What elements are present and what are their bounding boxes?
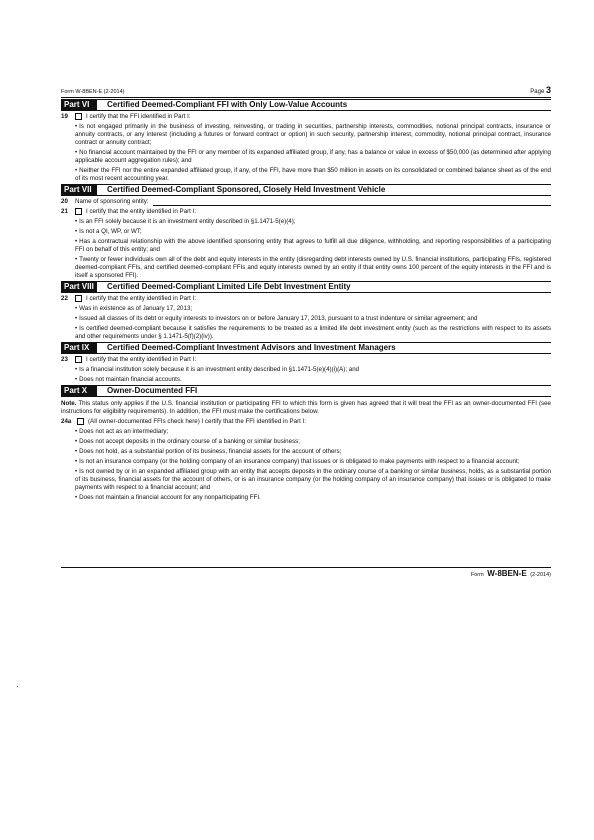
part-x-tag: Part X — [61, 386, 97, 396]
part-vii-header — [61, 184, 551, 196]
bullet-item: • Does not maintain financial accounts. — [75, 376, 182, 383]
bullet-item: • Does not hold, as a substantial portion of its business, financial assets for the account of others; — [75, 448, 342, 455]
line-text: (All owner-documented FFIs check here) I certify that the FFI identified in Part I: — [88, 418, 307, 425]
line-text: I certify that the entity identified in Part I: — [86, 295, 197, 302]
line-21 — [61, 208, 551, 216]
part-x-header — [61, 385, 551, 397]
part-x-title: Owner-Documented FFI — [107, 386, 198, 395]
note-label: Note. — [61, 400, 77, 407]
line-number: 19 — [61, 113, 68, 120]
bullet-item: • Is not an insurance company (or the holding company of an insurance company) that issues or is obligated to make payments with respect to a financial account; — [75, 458, 520, 465]
line-number: 24a — [61, 418, 72, 425]
page-label: Page — [530, 89, 545, 95]
line-23-checkbox[interactable] — [75, 356, 82, 363]
line-23 — [61, 356, 551, 364]
line-number: 22 — [61, 295, 68, 302]
bullet-item: • Is not owned by or in an expanded affiliated group with an entity that accepts deposits in the ordinary course of a banking or similar business, holds, as a substantial portion of its business, financial assets for the account of others, or is an insurance company (or the holding company of an insurance company) that issues or is obligated to make payments with respect to a financial account; and — [75, 468, 551, 491]
bullet-item: • Was in existence as of January 17, 2013; — [75, 305, 193, 312]
bullet-item: • Does not accept deposits in the ordinary course of a banking or similar business; — [75, 438, 300, 445]
part-vii-title: Certified Deemed-Compliant Sponsored, Closely Held Investment Vehicle — [107, 185, 386, 194]
line-text: I certify that the FFI identified in Part I: — [86, 113, 191, 120]
form-id: Form W-8BEN-E (2-2014) — [61, 89, 125, 95]
note-text: This status only applies if the U.S. financial institution or participating FFI to which this form is given has agreed that it will treat the FFI as an owner-documented FFI (see instructions for eligibility requirements). In addition, the FFI must make the certifications below. — [61, 400, 551, 415]
part-viii-title: Certified Deemed-Compliant Limited Life Debt Investment Entity — [107, 282, 351, 291]
sponsoring-entity-field[interactable] — [153, 198, 551, 206]
part-vi-tag: Part VI — [61, 100, 97, 110]
part-vi-header — [61, 99, 551, 111]
line-22 — [61, 295, 551, 303]
page-number: 3 — [545, 85, 551, 95]
form-content — [61, 86, 551, 502]
line-number: 23 — [61, 356, 68, 363]
bullet-item: • Is a financial institution solely because it is an investment entity described in §1.1471-5(e)(4)(i)(A); and — [75, 366, 360, 373]
part-ix-tag: Part IX — [61, 343, 97, 353]
footer-revision: (2-2014) — [530, 572, 551, 578]
footer-form-name: W-8BEN-E — [487, 569, 527, 578]
page-footer — [61, 567, 551, 578]
bullet-item: • Has a contractual relationship with the above identified sponsoring entity that agrees to fulfill all due diligence, withholding, and reporting responsibilities of a participating FFI on behalf of this entity; and — [75, 238, 551, 253]
bullet-item: • Does not act as an intermediary; — [75, 428, 169, 435]
line-21-checkbox[interactable] — [75, 208, 82, 215]
part-x-note — [61, 400, 551, 416]
line-20 — [61, 198, 551, 206]
part-viii-tag: Part VIII — [61, 282, 97, 292]
line-text: I certify that the entity identified in Part I: — [86, 208, 197, 215]
line-text: I certify that the entity identified in Part I: — [86, 356, 197, 363]
bullet-item: • Does not maintain a financial account for any nonparticipating FFI. — [75, 494, 261, 501]
bullet-item: • Is certified deemed-compliant because it satisfies the requirements to be treated as a limited life debt investment entity (such as the restrictions with respect to its assets and other requirements under § 1.1471-5(f)(2)(iv)). — [75, 325, 551, 340]
line-19 — [61, 113, 551, 121]
page-number-label — [530, 86, 551, 96]
line-22-checkbox[interactable] — [75, 295, 82, 302]
footer-form-label: Form — [470, 572, 484, 578]
part-ix-header — [61, 342, 551, 354]
bullet-item: • Neither the FFI nor the entire expanded affiliated group, if any, of the FFI, have more than $50 million in assets on its consolidated or combined balance sheet as of the end of its most recent accounting year. — [75, 167, 551, 182]
bullet-item: • Is not engaged primarily in the business of investing, reinvesting, or trading in securities, partnership interests, commodities, notional principal contracts, insurance or annuity contracts, or any interest (including a futures or forward contract or option) in such security, partnership interest, commodity, notional principal contract, insurance contract or annuity contract; — [75, 123, 551, 146]
part-ix-title: Certified Deemed-Compliant Investment Advisors and Investment Managers — [107, 343, 396, 352]
line-24a — [61, 418, 551, 426]
page-header — [61, 86, 551, 98]
part-viii-header — [61, 281, 551, 293]
bullet-item: • Is not a QI, WP, or WT; — [75, 228, 142, 235]
line-24a-checkbox[interactable] — [77, 418, 84, 425]
bullet-item: • Twenty or fewer individuals own all of the debt and equity interests in the entity (disregarding debt interests owned by U.S. financial institutions, participating FFIs, registered deemed-compliant FFIs, and certified deemed-compliant FFIs and equity interests owned by an entity if that entity owns 100 percent of the equity interests in the FFI and is itself a sponsored FFI). — [75, 256, 551, 279]
part-vi-title: Certified Deemed-Compliant FFI with Only Low-Value Accounts — [107, 100, 348, 109]
bullet-item: • No financial account maintained by the FFI or any member of its expanded affiliated group, if any, has a balance or value in excess of $50,000 (as determined after applying applicable account aggregation rules); and — [75, 149, 551, 164]
scan-speck — [17, 686, 18, 687]
bullet-item: • Issued all classes of its debt or equity interests to investors on or before January 17, 2013, pursuant to a trust indenture or similar agreement; and — [75, 315, 478, 322]
line-text: Name of sponsoring entity: — [75, 198, 149, 205]
part-vii-tag: Part VII — [61, 185, 97, 195]
line-number: 20 — [61, 198, 68, 205]
line-19-checkbox[interactable] — [75, 113, 82, 120]
line-number: 21 — [61, 208, 68, 215]
bullet-item: • Is an FFI solely because it is an investment entity described in §1.1471-5(e)(4); — [75, 218, 296, 225]
